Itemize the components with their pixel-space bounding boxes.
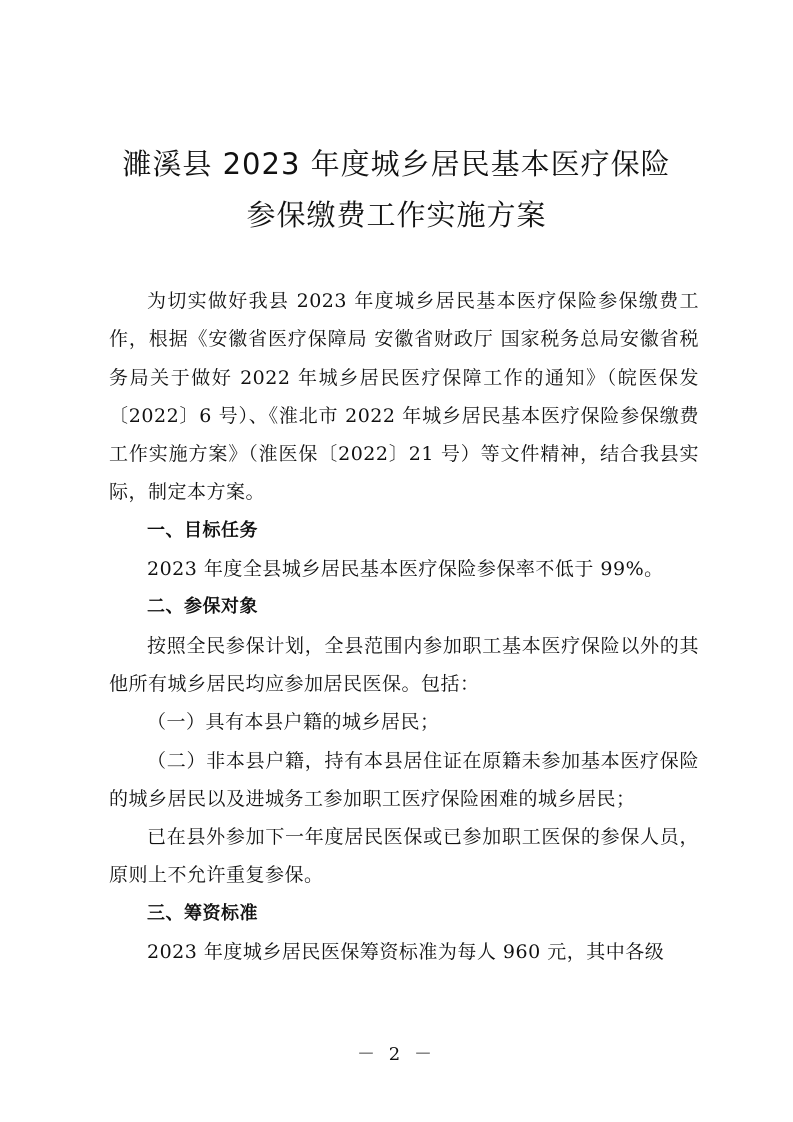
funding-paragraph: 2023 年度城乡居民医保筹资标准为每人 960 元，其中各级 bbox=[147, 941, 665, 964]
targets-paragraph: 2023 年度全县城乡居民基本医疗保险参保率不低于 99%。 bbox=[147, 558, 664, 581]
intro-paragraph: 为切实做好我县 2023 年度城乡居民基本医疗保险参保缴费工作，根据《安徽省医疗保障局 安徽省财政厅 国家税务总局安徽省税务局关于做好 2022 年城乡居民医疗保障工作的通知》（皖医保发〔2022〕6 号）、《淮北市 2022 年城乡居民基本医疗保险参保缴费工作实施方案》（淮医保〔2022〕21 号）等文件精神，结合我县实际，制定本方案。 bbox=[109, 290, 699, 504]
duplicate-enrollment-note: 已在县外参加下一年度居民医保或已参加职工医保的参保人员，原则上不允许重复参保。 bbox=[109, 826, 699, 887]
section-heading-funding: 三、筹资标准 bbox=[147, 902, 258, 924]
participants-item-2: （二）非本县户籍，持有本县居住证在原籍未参加基本医疗保险的城乡居民以及进城务工参加职工医疗保险困难的城乡居民； bbox=[109, 749, 699, 810]
participants-item-1: （一）具有本县户籍的城乡居民； bbox=[147, 711, 440, 734]
document-title-line-2: 参保缴费工作实施方案 bbox=[246, 198, 547, 232]
document-body bbox=[109, 282, 699, 971]
section-heading-targets: 一、目标任务 bbox=[147, 519, 258, 541]
section-heading-participants: 二、参保对象 bbox=[147, 596, 258, 618]
document-title-line-1: 濉溪县 2023 年度城乡居民基本医疗保险 bbox=[122, 147, 671, 181]
page-number: － 2 － bbox=[357, 1044, 436, 1065]
participants-paragraph: 按照全民参保计划，全县范围内参加职工基本医疗保险以外的其他所有城乡居民均应参加居民医保。包括： bbox=[109, 634, 699, 695]
